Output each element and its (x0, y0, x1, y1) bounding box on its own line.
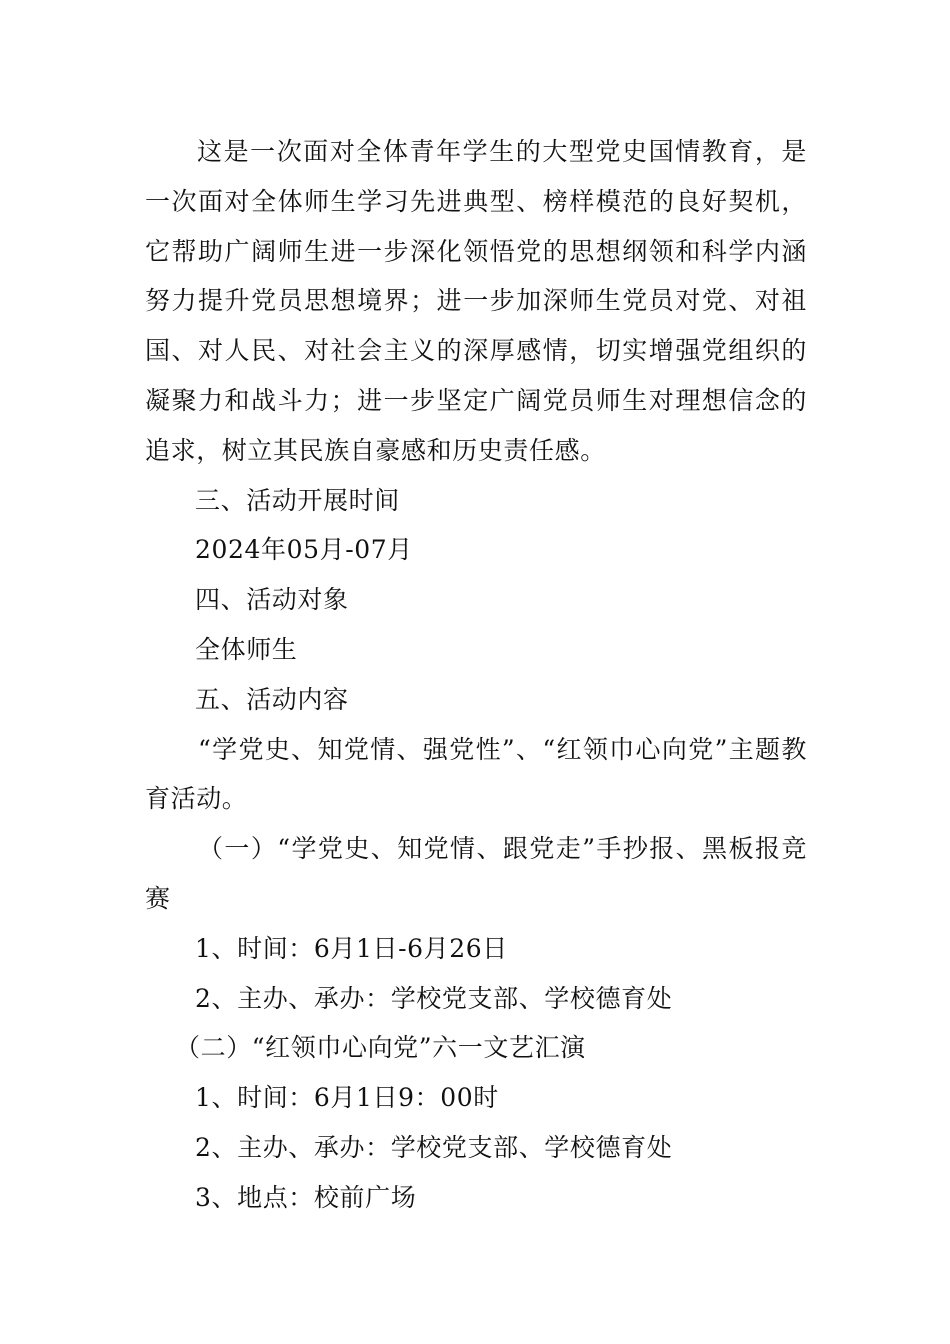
activity-period: 2024年05月-07月 (195, 535, 413, 565)
subsection-two-time: 1、时间：6月1日9：00时 (195, 1083, 499, 1113)
subsection-two-organizer: 2、主办、承办：学校党支部、学校德育处 (195, 1132, 673, 1162)
subsection-one-organizer: 2、主办、承办：学校党支部、学校德育处 (195, 983, 673, 1013)
intro-paragraph: 这是一次面对全体青年学生的大型党史国情教育，是一次面对全体师生学习先进典型、榜样模范的良好契机，它帮助广阔师生进一步深化领悟党的思想纲领和科学内涵努力提升党员思想境界；进一步加深师生党员对党、对祖国、对人民、对社会主义的深厚感情，切实增强党组织的凝聚力和战斗力；进一步坚定广阔党员师生对理想信念的追求，树立其民族自豪感和历史责任感。 (145, 137, 807, 465)
theme-paragraph: “学党史、知党情、强党性”、“红领巾心向党”主题教育活动。 (145, 734, 807, 814)
section-heading-time: 三、活动开展时间 (195, 485, 400, 515)
section-heading-audience: 四、活动对象 (195, 585, 349, 615)
document-body (145, 127, 807, 1223)
section-heading-content: 五、活动内容 (195, 684, 349, 714)
subsection-one-title: （一）“学党史、知党情、跟党走”手抄报、黑板报竞赛 (145, 834, 807, 913)
audience-text: 全体师生 (195, 634, 298, 664)
subsection-one-time: 1、时间：6月1日-6月26日 (195, 933, 508, 963)
subsection-two-location: 3、地点：校前广场 (195, 1182, 417, 1212)
subsection-two-title: （二）“红领巾心向党”六一文艺汇演 (175, 1033, 586, 1063)
